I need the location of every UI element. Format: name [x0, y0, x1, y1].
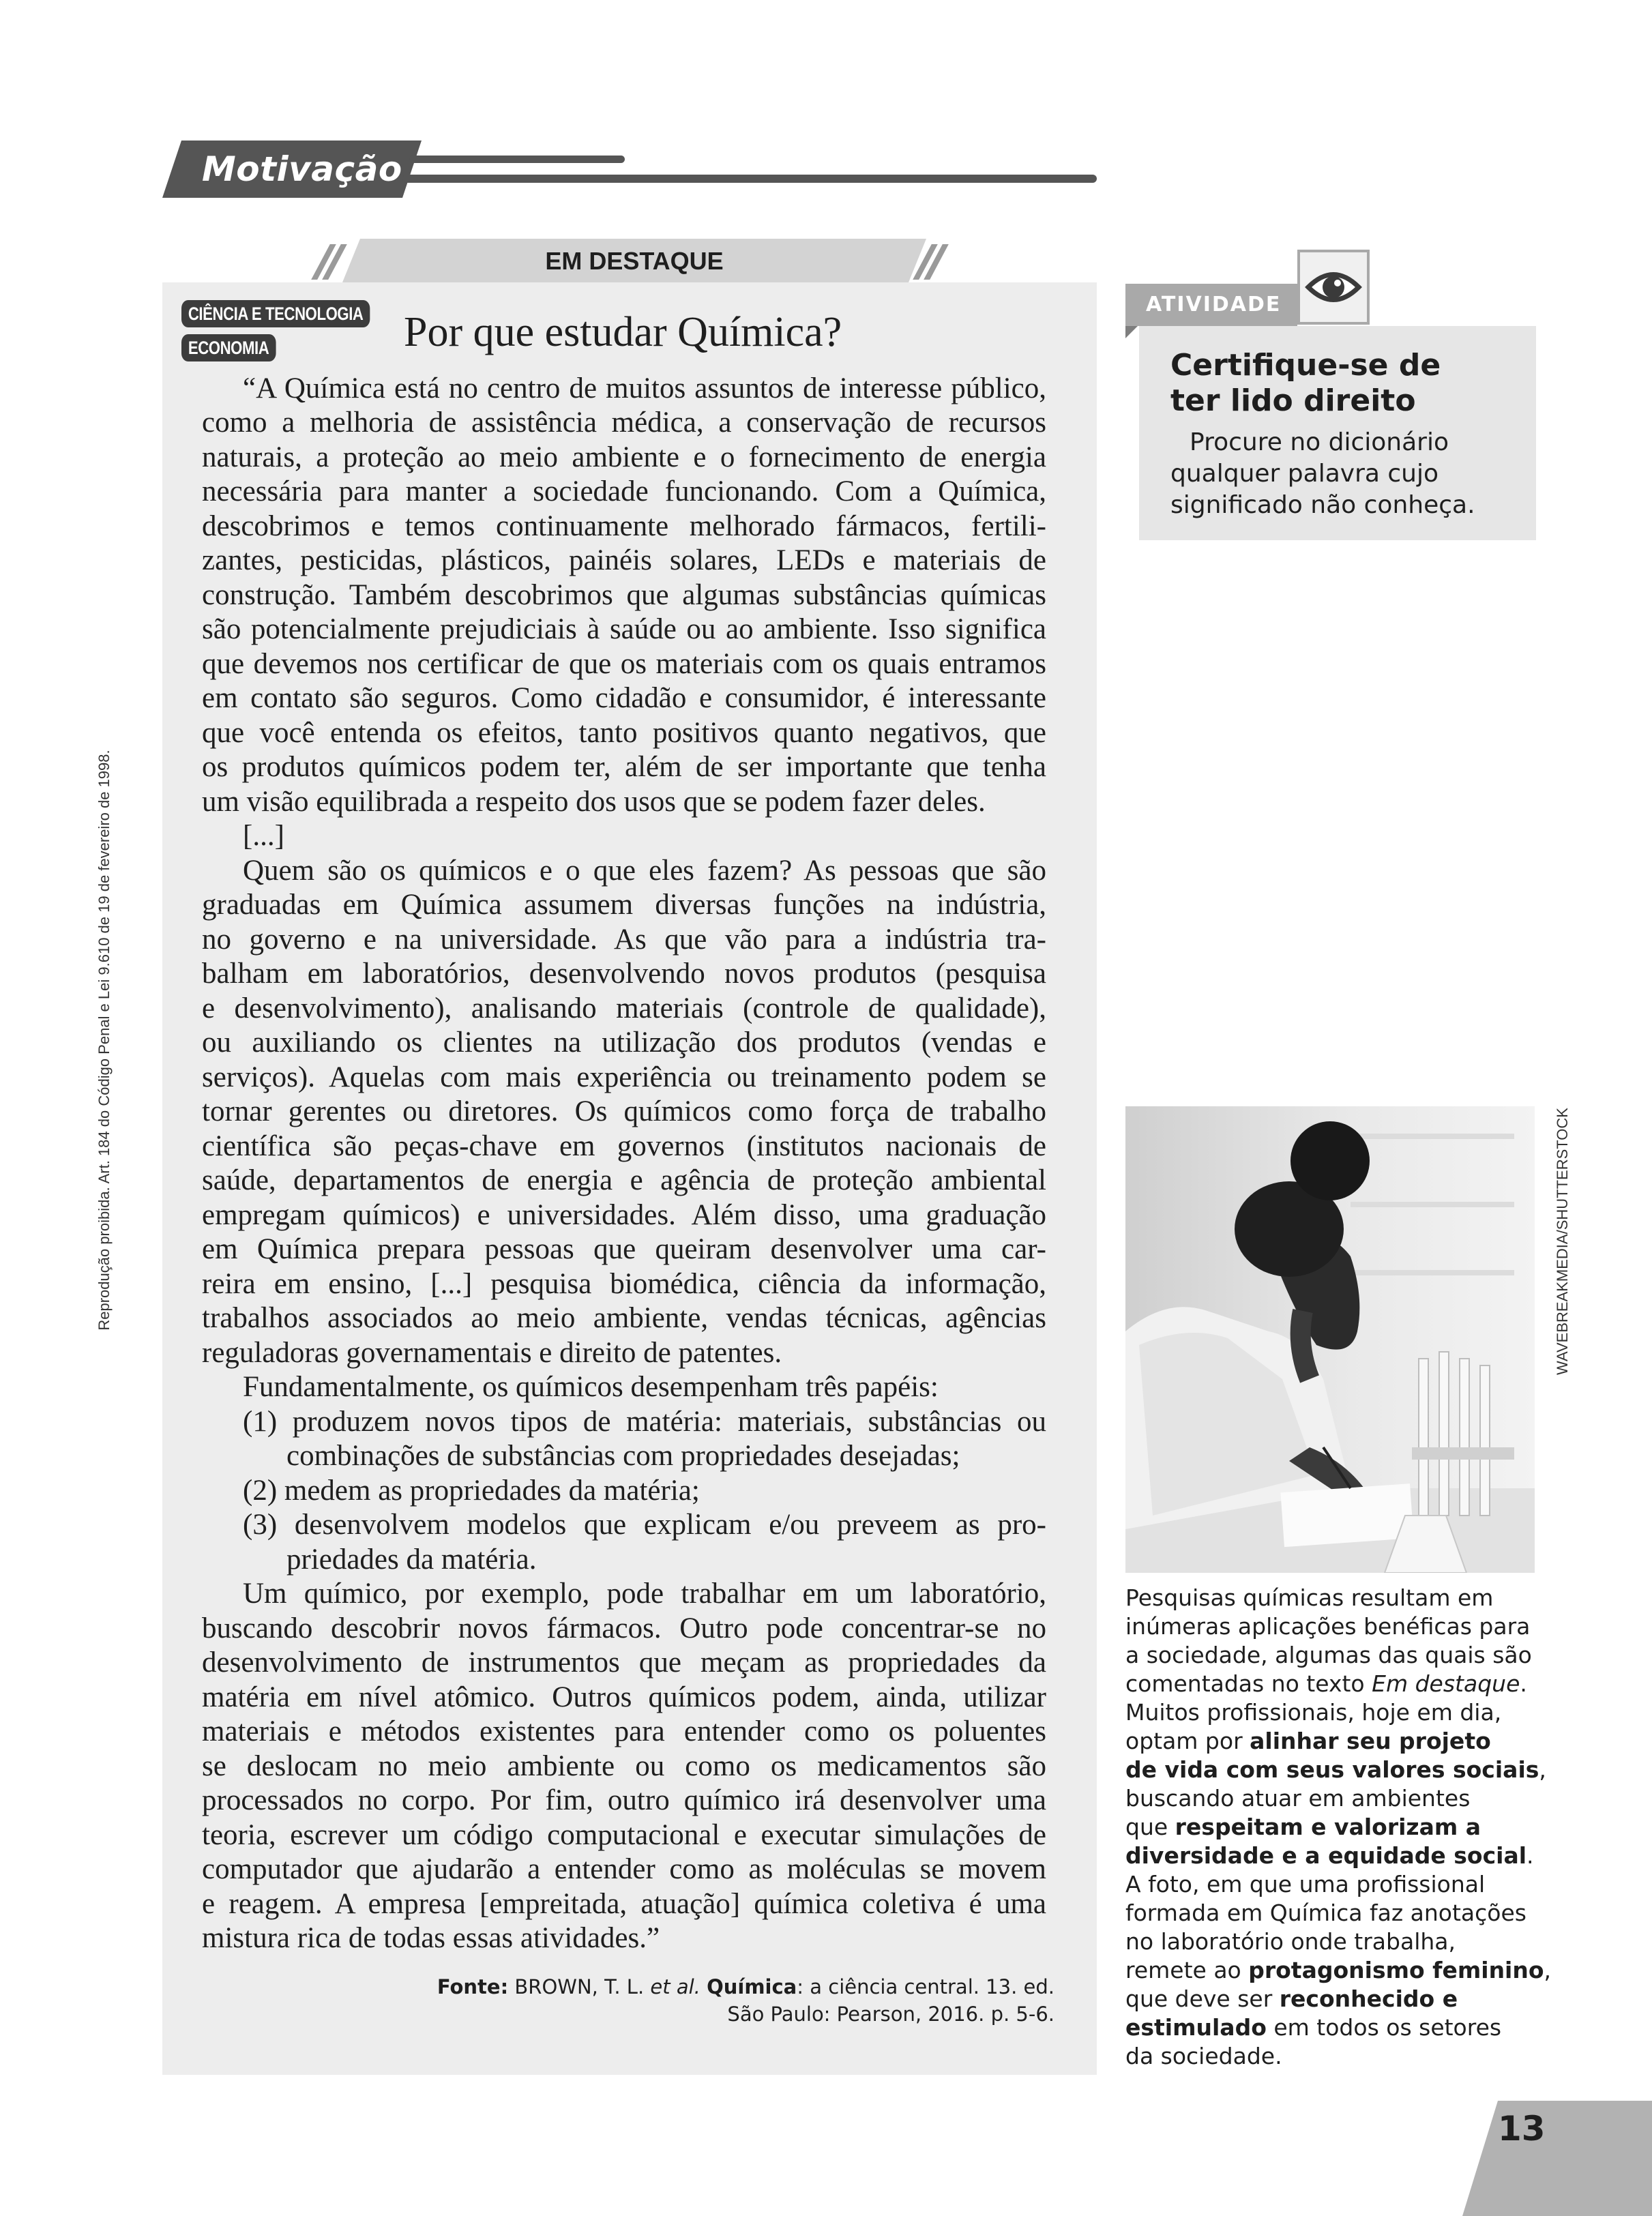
body-line: reguladoras governamentais e direito de patentes. — [202, 1337, 782, 1369]
caption-line: no laboratório onde trabalha, — [1125, 1928, 1456, 1955]
tag-ciencia-tecnologia: CIÊNCIA E TECNOLOGIA — [181, 300, 370, 327]
body-line: em Química prepara pessoas que queiram desenvolver uma car- — [202, 1233, 1046, 1265]
body-line: no governo e na universidade. As que vão para a indústria tra- — [202, 924, 1046, 956]
atividade-text: qualquer palavra cujo — [1170, 460, 1439, 488]
body-line: um visão equilibrada a respeito dos usos que se podem fazer deles. — [202, 786, 986, 818]
body-line: [...] — [243, 820, 284, 852]
body-line: Quem são os químicos e o que eles fazem? As pessoas que são — [243, 855, 1046, 887]
source-citation-line2: São Paulo: Pearson, 2016. p. 5-6. — [727, 2003, 1054, 2026]
body-line: “A Química está no centro de muitos assuntos de interesse público, — [243, 372, 1046, 404]
body-line: científica são peças-chave em governos (institutos nacionais de — [202, 1130, 1046, 1162]
body-line: buscando descobrir novos fármacos. Outro pode concentrar-se no — [202, 1612, 1046, 1644]
body-line: necessária para manter a sociedade funcionando. Com a Química, — [202, 475, 1046, 507]
caption-line: a sociedade, algumas das quais são — [1125, 1642, 1532, 1668]
body-line: matéria em nível atômico. Outros químicos podem, ainda, utilizar — [202, 1681, 1046, 1713]
body-line: mistura rica de todas essas atividades.” — [202, 1922, 660, 1954]
header-rule-short — [409, 156, 625, 163]
body-line: trabalhos associados ao meio ambiente, vendas técnicas, agências — [202, 1302, 1046, 1334]
caption-line: de vida com seus valores sociais, — [1125, 1756, 1546, 1783]
caption-line: Muitos profissionais, hoje em dia, — [1125, 1699, 1502, 1726]
tag-economia: ECONOMIA — [181, 334, 276, 361]
article-title: Por que estudar Química? — [404, 309, 842, 355]
caption-line: que respeitam e valorizam a — [1125, 1814, 1481, 1840]
page-number: 13 — [1498, 2109, 1546, 2148]
caption-line: Pesquisas químicas resultam em — [1125, 1584, 1494, 1611]
source-citation: Fonte: BROWN, T. L. et al. Química: a ciência central. 13. ed. — [437, 1975, 1054, 1998]
body-line: que você entenda os efeitos, tanto positivos quanto negativos, que — [202, 717, 1046, 749]
caption-line: comentadas no texto Em destaque. — [1125, 1670, 1527, 1697]
body-line: são potencialmente prejudiciais à saúde ou ao ambiente. Isso significa — [202, 613, 1046, 645]
body-line: Fundamentalmente, os químicos desempenham três papéis: — [243, 1371, 939, 1403]
body-line: ou auxiliando os clientes na utilização dos produtos (vendas e — [202, 1026, 1046, 1059]
section-title: Motivação — [202, 149, 402, 189]
header-rule-long — [402, 175, 1097, 183]
caption-line: que deve ser reconhecido e — [1125, 1985, 1458, 2012]
caption-line: diversidade e a equidade social. — [1125, 1842, 1534, 1869]
list-item: (1) produzem novos tipos de matéria: materiais, substâncias ou — [243, 1406, 1046, 1438]
body-line: e desenvolvimento), analisando materiais (controle de qualidade), — [202, 992, 1046, 1024]
list-item: combinações de substâncias com propriedades desejadas; — [286, 1440, 960, 1472]
body-line: materiais e métodos existentes para entender como os poluentes — [202, 1715, 1046, 1747]
copyright-notice: Reprodução proibida. Art. 184 do Código Penal e Lei 9.610 de 19 de fevereiro de 1998. — [95, 750, 113, 1331]
body-line: construção. Também descobrimos que algumas substâncias químicas — [202, 579, 1046, 611]
body-line: graduadas em Química assumem diversas funções na indústria, — [202, 889, 1046, 921]
body-line: reira em ensino, [...] pesquisa biomédica, ciência da informação, — [202, 1268, 1046, 1300]
lab-photo — [1125, 1106, 1535, 1573]
atividade-title: Certifique-se de — [1170, 348, 1441, 383]
caption-line: formada em Química faz anotações — [1125, 1900, 1526, 1926]
body-line: computador que ajudarão a entender como as moléculas se movem — [202, 1853, 1046, 1885]
body-line: balham em laboratórios, desenvolvendo novos produtos (pesquisa — [202, 958, 1046, 990]
list-item: (3) desenvolvem modelos que explicam e/ou preveem as pro- — [243, 1509, 1046, 1541]
caption-line: A foto, em que uma profissional — [1125, 1871, 1486, 1897]
atividade-text: significado não conheça. — [1170, 491, 1475, 519]
body-line: os produtos químicos podem ter, além de ser importante que tenha — [202, 751, 1046, 783]
list-item: (2) medem as propriedades da matéria; — [243, 1475, 700, 1507]
atividade-title: ter lido direito — [1170, 383, 1416, 418]
body-line: zantes, pesticidas, plásticos, painéis solares, LEDs e materiais de — [202, 544, 1046, 576]
body-line: em contato são seguros. Como cidadão e consumidor, é interessante — [202, 682, 1046, 714]
caption-line: inúmeras aplicações benéficas para — [1125, 1613, 1531, 1640]
caption-line: buscando atuar em ambientes — [1125, 1785, 1471, 1812]
body-line: saúde, departamentos de energia e agência de proteção ambiental — [202, 1164, 1046, 1196]
body-line: serviços). Aquelas com mais experiência ou treinamento podem se — [202, 1061, 1046, 1093]
atividade-label: ATIVIDADE — [1146, 293, 1282, 316]
body-line: e reagem. A empresa [empreitada, atuação] química coletiva é uma — [202, 1888, 1046, 1920]
photo-credit: WAVEBREAKMEDIA/SHUTTERSTOCK — [1554, 1108, 1571, 1375]
caption-line: remete ao protagonismo feminino, — [1125, 1957, 1552, 1983]
body-line: descobrimos e temos continuamente melhorado fármacos, fertili- — [202, 510, 1046, 542]
atividade-tab-notch — [1125, 326, 1138, 338]
caption-line: optam por alinhar seu projeto — [1125, 1728, 1491, 1754]
em-destaque-label: EM DESTAQUE — [545, 247, 724, 275]
body-line: teoria, escrever um código computacional e executar simulações de — [202, 1819, 1046, 1851]
body-line: que devemos nos certificar de que os materiais com os quais entramos — [202, 648, 1046, 680]
caption-line: estimulado em todos os setores — [1125, 2014, 1502, 2041]
page-number-tab — [1462, 2101, 1652, 2216]
body-line: se deslocam no meio ambiente ou como os medicamentos são — [202, 1750, 1046, 1782]
atividade-text: Procure no dicionário — [1190, 428, 1449, 456]
body-line: processados no corpo. Por fim, outro químico irá desenvolver uma — [202, 1784, 1046, 1816]
caption-line: da sociedade. — [1125, 2043, 1282, 2069]
body-line: desenvolvimento de instrumentos que meçam as propriedades da — [202, 1646, 1046, 1679]
body-line: como a melhoria de assistência médica, a conservação de recursos — [202, 407, 1046, 439]
body-line: tornar gerentes ou diretores. Os químicos como força de trabalho — [202, 1095, 1046, 1127]
eye-icon — [1297, 250, 1370, 325]
body-line: Um químico, por exemplo, pode trabalhar em um laboratório, — [243, 1578, 1046, 1610]
body-line: naturais, a proteção ao meio ambiente e o fornecimento de energia — [202, 441, 1046, 473]
list-item: priedades da matéria. — [286, 1543, 537, 1576]
body-line: empregam químicos) e universidades. Além disso, uma graduação — [202, 1199, 1046, 1231]
